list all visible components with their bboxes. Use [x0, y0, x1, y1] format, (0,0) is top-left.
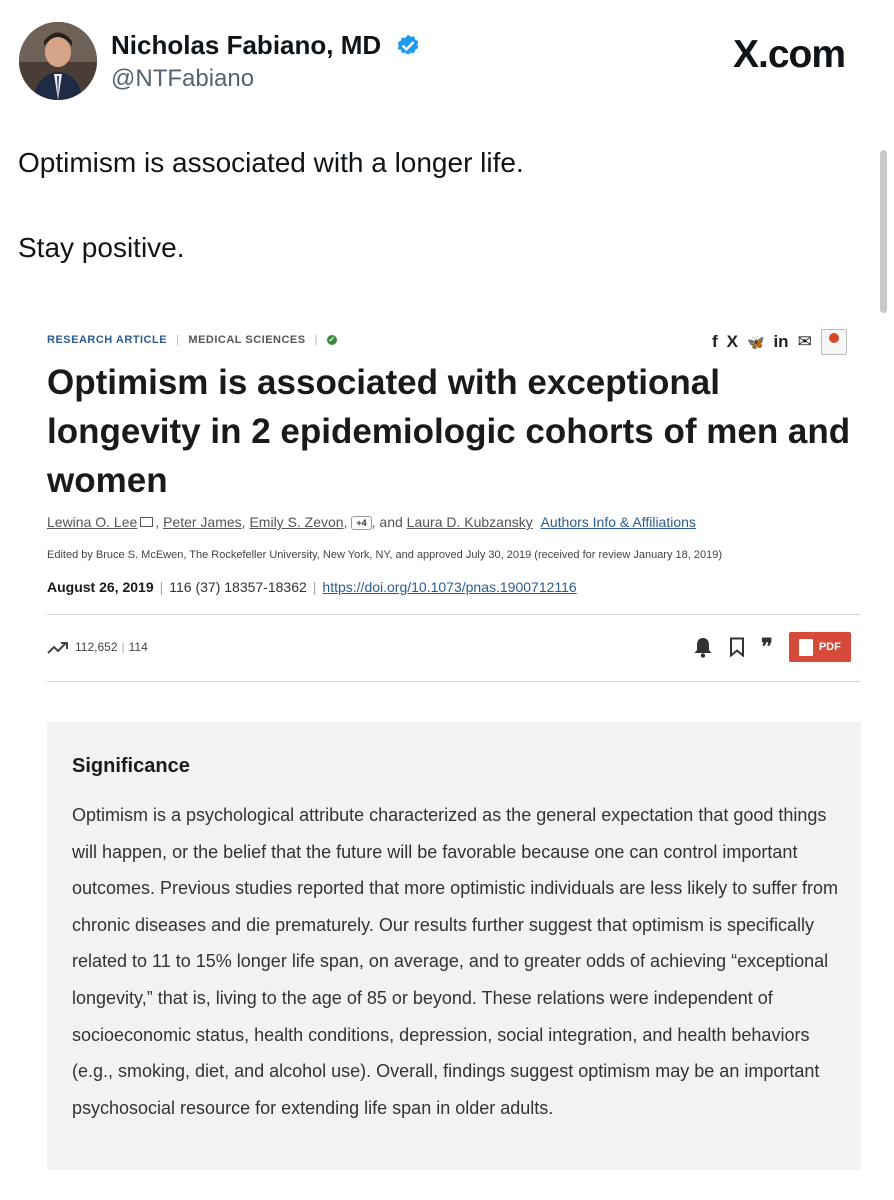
article-type-tag[interactable]: RESEARCH ARTICLE: [47, 334, 168, 346]
editor-note: Edited by Bruce S. McEwen, The Rockefeller University, New York, NY, and approved July 30, 2019 (received for review January 18, 2019): [47, 549, 723, 561]
article-metrics: 112,652 | 114: [47, 640, 148, 655]
crossmark-icon[interactable]: [821, 329, 847, 355]
pdf-file-icon: [799, 639, 813, 656]
citation-count[interactable]: 114: [128, 640, 148, 654]
divider: [47, 614, 861, 615]
check-icon: ✓: [328, 335, 336, 345]
author-handle[interactable]: @NTFabiano: [111, 65, 255, 92]
publication-date: August 26, 2019: [47, 579, 154, 595]
x-logo: X.com: [733, 33, 846, 76]
x-share-icon[interactable]: X: [726, 332, 739, 351]
author-link[interactable]: Lewina O. Lee: [47, 514, 138, 530]
trending-icon: [47, 641, 69, 655]
cite-icon[interactable]: ❞: [761, 634, 773, 659]
author-link[interactable]: Emily S. Zevon: [249, 514, 344, 530]
tweet-text-line-1: Optimism is associated with a longer life.: [18, 147, 524, 178]
email-icon[interactable]: ✉: [797, 332, 812, 351]
scrollbar[interactable]: [880, 150, 887, 313]
publication-info: August 26, 2019 | 116 (37) 18357-18362 | https://doi.org/10.1073/pnas.1900712116: [47, 579, 577, 595]
author-list: Lewina O. Lee , Peter James, Emily S. Zevon, +4 , and Laura D. Kubzansky Authors Info & Affiliations: [47, 514, 696, 530]
divider: [47, 681, 861, 682]
article-tags: RESEARCH ARTICLE | MEDICAL SCIENCES | ✓: [47, 334, 336, 346]
volume-info: 116 (37) 18357-18362: [169, 579, 307, 595]
author-link[interactable]: Laura D. Kubzansky: [406, 514, 533, 530]
facebook-icon[interactable]: f: [712, 332, 718, 351]
article-tools: [693, 632, 851, 662]
author-link[interactable]: Peter James: [163, 514, 242, 530]
more-authors-button[interactable]: +4: [351, 516, 371, 530]
verified-badge-icon: [395, 33, 421, 59]
author-name[interactable]: Nicholas Fabiano, MD: [111, 30, 382, 60]
view-count: 112,652: [75, 640, 118, 654]
tweet-text-line-2: Stay positive.: [18, 232, 185, 263]
significance-text: Optimism is a psychological attribute characterized as the general expectation that good things will happen, or the belief that the future will be favorable because one can control important outcomes. Previous studies reported that more optimistic individuals are less likely to suffer from chronic diseases and die prematurely. Our results further suggest that optimism is specifically related to 11 to 15% longer life span, on average, and to greater odds of achieving “exceptional longevity,” that is, living to the age of 85 or beyond. These relations were independent of socioeconomic status, health conditions, depression, social integration, and health behaviors (e.g., smoking, diet, and alcohol use). Overall, findings suggest optimism may be an important psychosocial resource for extending life span in older adults.: [72, 805, 838, 1118]
doi-link[interactable]: https://doi.org/10.1073/pnas.1900712116: [322, 579, 577, 595]
pdf-button[interactable]: [789, 632, 851, 662]
bluesky-icon[interactable]: 🦋: [747, 334, 765, 350]
pdf-label: PDF: [818, 641, 841, 653]
article-title: Optimism is associated with exceptional longevity in 2 epidemiologic cohorts of men and women: [47, 363, 851, 500]
linkedin-icon[interactable]: in: [773, 332, 789, 351]
article-section-tag[interactable]: MEDICAL SCIENCES: [188, 334, 306, 346]
share-icons: [712, 329, 847, 355]
author-avatar[interactable]: [19, 22, 97, 100]
significance-heading: Significance: [72, 755, 190, 777]
bell-icon[interactable]: [693, 636, 713, 658]
affiliations-link[interactable]: Authors Info & Affiliations: [540, 514, 696, 530]
email-icon[interactable]: [140, 517, 153, 527]
bookmark-icon[interactable]: [729, 637, 745, 657]
author-conjunction: , and: [371, 514, 403, 530]
